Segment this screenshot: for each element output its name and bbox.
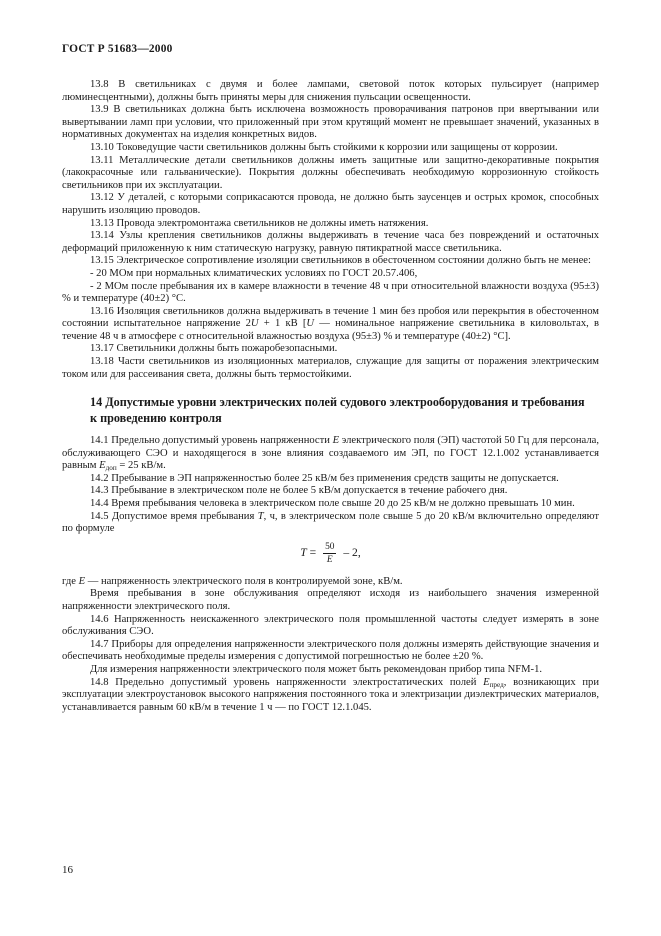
document-body	[62, 79, 599, 714]
paragraph-14-5	[62, 511, 599, 536]
text-14-1-b: электрического поля (ЭП) частотой 50 Гц для персонала, обслуживающего СЭО и находящегося в зоне влияния создаваемого им ЭП, по ГОСТ 12.1.002 устанавливается равным	[62, 435, 599, 472]
subscript-pred: пред	[489, 680, 504, 689]
text-13-16-c: — номинальное напряжение светильника в киловольтах, в течение 48 ч в атмосфере с относительной влажностью воздуха (95±3) % и температуре (40±2) °С].	[62, 318, 599, 342]
text-14-1-c: = 25 кВ/м.	[116, 460, 166, 472]
text-13-16-b: + 1 кВ [	[258, 318, 307, 330]
symbol-u: U	[306, 318, 315, 330]
paragraph-14-8	[62, 677, 599, 715]
paragraph-13-13: 13.13 Провода электромонтажа светильников не должны иметь натяжения.	[90, 217, 429, 229]
text-14-5-b: , ч, в электрическом поле свыше 5 до 20 кВ/м включительно определяют по формуле	[62, 510, 600, 535]
text-14-8-a: 14.8 Предельно допустимый уровень напряженности электростатических полей	[90, 676, 484, 688]
text-14-5-a: 14.5 Допустимое время пребывания	[90, 510, 258, 522]
symbol-u: U	[250, 318, 259, 330]
text-where-b: — напряженность электрического поля в контролируемой зоне, кВ/м.	[85, 575, 403, 587]
document-header: ГОСТ Р 51683—2000	[62, 43, 173, 55]
paragraph-14-1	[62, 435, 599, 473]
paragraph-14-5-time: Время пребывания в зоне обслуживания определяют исходя из наибольшего значения измеренной напряженности электрического поля.	[62, 588, 599, 612]
symbol-e: E	[483, 676, 490, 688]
paragraph-13-9: 13.9 В светильниках должна быть исключена возможность проворачивания патронов при ввертывании или вывертывании ламп при условии, что приложенный при этом крутящий момент не превышает значений, указанных в нормативных документах на изделия конкретных видов.	[62, 104, 599, 141]
formula-denominator: E	[326, 554, 333, 565]
text-14-1-a: 14.1 Предельно допустимый уровень напряженности	[90, 435, 333, 447]
paragraph-13-18: 13.18 Части светильников из изоляционных материалов, служащие для защиты от поражения электрическим током или для рассеивания света, должны быть термостойкими.	[62, 356, 599, 380]
symbol-e: E	[78, 575, 86, 587]
formula-t: T	[300, 546, 307, 560]
formula-fraction	[323, 542, 336, 565]
symbol-t: T	[257, 510, 264, 522]
formula-equals: =	[306, 546, 320, 560]
paragraph-13-15: 13.15 Электрическое сопротивление изоляции светильников в обесточенном состоянии должно быть не менее:	[90, 255, 591, 267]
formula-rest: – 2,	[340, 546, 361, 560]
paragraph-14-2: 14.2 Пребывание в ЭП напряженностью более 25 кВ/м без применения средств защиты не допускается.	[90, 472, 559, 484]
text-14-8-b: , возникающих при эксплуатации электроустановок высокого напряжения постоянного тока и электризации диэлектрических материалов, устанавливается равным 60 кВ/м в течение 1 ч — по ГОСТ 12.1.045.	[62, 676, 599, 713]
paragraph-13-11: 13.11 Металлические детали светильников должны иметь защитные или защитно-декоративные покрытия (лакокрасочные или гальванические). Покрытия должны обеспечивать необходимую коррозионную стойкость светильников при их эксплуатации.	[62, 154, 599, 191]
paragraph-14-3: 14.3 Пребывание в электрическом поле не более 5 кВ/м допускается в течение рабочего дня.	[90, 485, 508, 497]
paragraph-13-8: 13.8 В светильниках с двумя и более лампами, световой поток которых пульсирует (например люминесцентными), должны быть приняты меры для снижения пульсации освещенности.	[62, 79, 599, 103]
symbol-e: E	[99, 460, 106, 472]
paragraph-13-16	[62, 306, 599, 344]
symbol-e: E	[332, 435, 340, 447]
formula-numerator: 50	[325, 541, 335, 552]
paragraph-13-17: 13.17 Светильники должны быть пожаробезопасными.	[90, 343, 338, 355]
formula	[62, 542, 599, 570]
paragraph-14-4: 14.4 Время пребывания человека в электрическом поле свыше 20 до 25 кВ/м не должно превышать 10 мин.	[90, 498, 575, 510]
list-item-13-15-a: - 20 МОм при нормальных климатических условиях по ГОСТ 20.57.406,	[90, 267, 418, 279]
paragraph-13-12: 13.12 У деталей, с которыми соприкасаются провода, не должно быть заусенцев и острых кромок, способных нарушить изоляцию проводов.	[62, 192, 599, 216]
paragraph-14-6: 14.6 Напряженность неискаженного электрического поля промышленной частоты следует измерять в зоне обслуживания СЭО.	[62, 613, 599, 638]
text-where-a: где	[62, 575, 79, 587]
section-heading-14: 14 Допустимые уровни электрических полей судового электрооборудования и требования к проведению контроля	[90, 395, 585, 425]
list-item-13-15-b: - 2 МОм после пребывания их в камере влажности в течение 48 ч при относительной влажности воздуха (95±3) % и температуре (40±2) °С.	[62, 280, 599, 305]
paragraph-13-14: 13.14 Узлы крепления светильников должны выдерживать в течение часа без повреждений и остаточных деформаций приложенную к ним статическую нагрузку, равную пятикратной массе светильника.	[62, 230, 599, 254]
text-13-16-a: 13.16 Изоляция светильников должна выдерживать в течение 1 мин без пробоя или перекрытия в обесточенном состоянии испытательное напряжение 2	[62, 305, 599, 330]
paragraph-14-7-nfm: Для измерения напряженности электрического поля может быть рекомендован прибор типа NFM-1.	[90, 663, 543, 675]
subscript-dop: доп	[105, 464, 117, 473]
page-number: 16	[62, 864, 73, 876]
paragraph-14-5-where	[62, 576, 599, 589]
paragraph-13-10: 13.10 Токоведущие части светильников должны быть стойкими к коррозии или защищены от коррозии.	[90, 141, 558, 153]
paragraph-14-7: 14.7 Приборы для определения напряженности электрического поля должны измерять действующие значения и обеспечивать необходимые пределы измерения с допустимой погрешностью не более ±20 %.	[62, 638, 599, 663]
